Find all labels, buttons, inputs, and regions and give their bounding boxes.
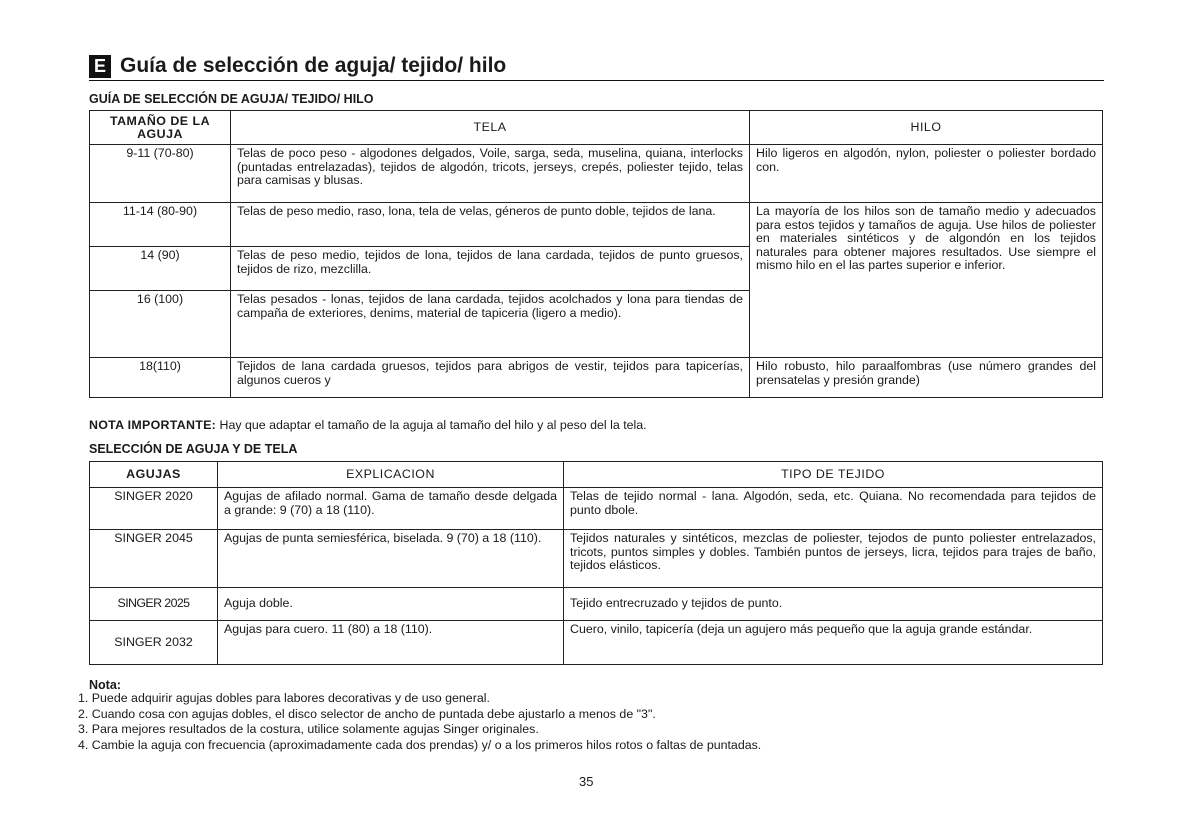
table-row [90, 530, 1103, 588]
fabric-cell: Telas de peso medio, raso, lona, tela de velas, géneros de punto doble, tejidos de lana. [231, 203, 750, 247]
explanation-cell: Aguja doble. [218, 588, 564, 621]
page-header [89, 52, 1104, 81]
needle-size-cell: 11-14 (80-90) [90, 203, 231, 247]
header-thread: HILO [750, 111, 1103, 145]
fabric-cell: Telas de peso medio, tejidos de lona, tejidos de lana cardada, tejidos de punto gruesos, tejidos de rizo, mezclilla. [231, 247, 750, 291]
fabric-type-cell: Tejido entrecruzado y tejidos de punto. [564, 588, 1103, 621]
needle-model-cell: SINGER 2025 [90, 588, 218, 621]
fabric-type-cell: Telas de tejido normal - lana. Algodón, seda, etc. Quiana. No recomendada para tejidos de punto dbole. [564, 488, 1103, 530]
page-number: 35 [579, 774, 594, 789]
explanation-cell: Agujas de punta semiesférica, biselada. 9 (70) a 18 (110). [218, 530, 564, 588]
thread-cell: Hilo robusto, hilo paraalfombras (use número grandes del prensatelas y presión grande) [750, 358, 1103, 398]
table-row [90, 358, 1103, 398]
table-row [90, 203, 1103, 247]
thread-cell-merged: La mayoría de los hilos son de tamaño medio y adecuados para estos tejidos y tamaños de aguja. Use hilos de poliester en materiales sintéticos y de algondón en los tejidos naturales para obtener majores resultados. Use siempre el mismo hilo en el las partes superior e inferior. [750, 203, 1103, 358]
needle-fabric-thread-table [89, 110, 1103, 398]
needle-model-cell: SINGER 2032 [90, 621, 218, 665]
important-note [89, 418, 647, 432]
fabric-type-cell: Tejidos naturales y sintéticos, mezclas de poliester, tejodos de punto poliester entrelazados, tricots, puntos simples y dobles. También puntos de jerseys, licra, tejidos para trajes de baño, tejidos elásticos. [564, 530, 1103, 588]
section-badge: E [89, 55, 111, 78]
table-row [90, 488, 1103, 530]
fabric-type-cell: Cuero, vinilo, tapicería (deja un agujero más pequeño que la aguja grande estándar. [564, 621, 1103, 665]
fabric-cell: Telas de poco peso - algodones delgados, Voile, sarga, seda, muselina, quiana, interlocks (puntadas entrelazadas), tejidos de algodón, tricots, jerseys, crepés, poliester tejido, telas para camisas y blusas. [231, 145, 750, 203]
important-note-label: NOTA IMPORTANTE: [89, 418, 217, 432]
table1-caption: GUÍA DE SELECCIÓN DE AGUJA/ TEJIDO/ HILO [89, 92, 374, 106]
needle-size-cell: 9-11 (70-80) [90, 145, 231, 203]
table-header-row [90, 111, 1103, 145]
header-fabric: TELA [231, 111, 750, 145]
explanation-cell: Agujas para cuero. 11 (80) a 18 (110). [218, 621, 564, 665]
notes-list [78, 691, 761, 753]
notes-title: Nota: [89, 678, 121, 692]
thread-cell: Hilo ligeros en algodón, nylon, poliester o poliester bordado con. [750, 145, 1103, 203]
table-row [90, 621, 1103, 665]
table-header-row [90, 462, 1103, 488]
needle-size-cell: 18(110) [90, 358, 231, 398]
needle-model-cell: SINGER 2045 [90, 530, 218, 588]
list-item: 2. Cuando cosa con agujas dobles, el disco selector de ancho de puntada debe ajustarlo a menos de "3". [78, 706, 656, 721]
explanation-cell: Agujas de afilado normal. Gama de tamaño desde delgada a grande: 9 (70) a 18 (110). [218, 488, 564, 530]
list-item: 3. Para mejores resultados de la costura, utilice solamente agujas Singer originales. [78, 722, 539, 737]
needle-selection-table [89, 461, 1103, 665]
list-item: 1. Puede adquirir agujas dobles para labores decorativas y de uso general. [78, 691, 490, 705]
needle-size-cell: 14 (90) [90, 247, 231, 291]
page-title: Guía de selección de aguja/ tejido/ hilo [120, 54, 507, 77]
header-needles: AGUJAS [90, 462, 218, 488]
table2-caption: SELECCIÓN DE AGUJA Y DE TELA [89, 442, 298, 456]
fabric-cell: Tejidos de lana cardada gruesos, tejidos para abrigos de vestir, tejidos para tapicerías, algunos cueros y [231, 358, 750, 398]
table-row [90, 145, 1103, 203]
needle-model-cell: SINGER 2020 [90, 488, 218, 530]
needle-size-cell: 16 (100) [90, 291, 231, 358]
list-item: 4. Cambie la aguja con frecuencia (aproximadamente cada dos prendas) y/ o a los primeros hilos rotos o faltas de puntadas. [78, 737, 762, 752]
header-fabric-type: TIPO DE TEJIDO [564, 462, 1103, 488]
table-row [90, 588, 1103, 621]
important-note-text: Hay que adaptar el tamaño de la aguja al tamaño del hilo y al peso del la tela. [216, 418, 647, 432]
fabric-cell: Telas pesados - lonas, tejidos de lana cardada, tejidos acolchados y lona para tiendas de campaña de exteriores, denims, material de tapiceria (ligero a medio). [231, 291, 750, 358]
header-explanation: EXPLICACION [218, 462, 564, 488]
header-size: TAMAÑO DE LA AGUJA [90, 111, 231, 145]
